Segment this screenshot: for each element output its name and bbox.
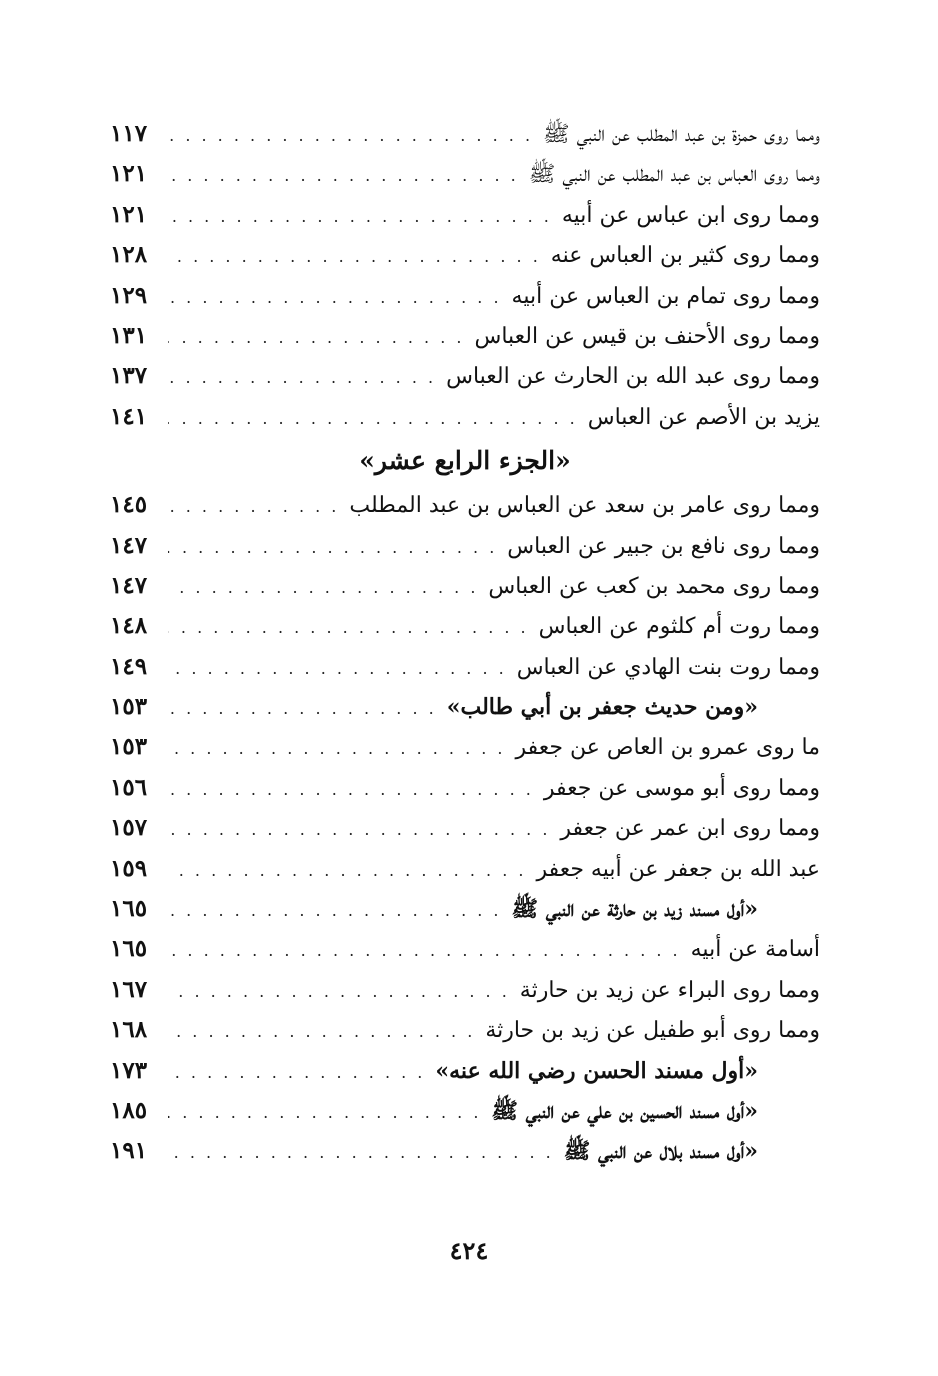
toc-entry-page: ١٦٨ — [110, 1016, 148, 1044]
toc-entry — [110, 1010, 820, 1050]
toc-entry-title: ومما روى العباس بن عبد المطلب عن النبي ﷺ — [528, 162, 820, 188]
toc-entry-page: ١٧٣ — [110, 1056, 148, 1084]
section-heading: «الجزء الرابع عشر» — [359, 446, 571, 476]
toc-entry-title: ومما روى كثير بن العباس عنه — [550, 243, 820, 269]
toc-entry-page: ١٤٩ — [110, 652, 148, 680]
toc-entry — [110, 356, 820, 396]
toc-entry — [110, 195, 820, 235]
dot-leader — [168, 487, 339, 527]
toc-entry — [110, 485, 820, 525]
toc-entry — [110, 929, 820, 969]
toc-entry-page: ١٢٩ — [110, 281, 148, 309]
toc-entry-title: «أول مسند زيد بن حارثة عن النبي ﷺ — [511, 896, 758, 923]
table-of-contents — [110, 114, 820, 1172]
toc-entry-title: ومما روى عبد الله بن الحارث عن العباس — [446, 364, 820, 390]
dot-leader — [168, 278, 502, 318]
toc-entry-title: «أول مسند الحسين بن علي عن النبي ﷺ — [491, 1097, 758, 1124]
dot-leader — [168, 399, 578, 439]
toc-entry — [110, 970, 820, 1010]
toc-entry-page: ١٦٥ — [110, 935, 148, 963]
dot-leader — [168, 318, 464, 358]
dot-leader — [168, 608, 529, 648]
toc-entry-title: ومما روى ابن عمر عن جعفر — [560, 816, 820, 842]
toc-entry-page: ١٦٧ — [110, 975, 148, 1003]
toc-entry — [110, 808, 820, 848]
toc-entry-page: ١٥٣ — [110, 733, 148, 761]
toc-entry-page: ١٥٣ — [110, 693, 148, 721]
toc-entry-title: ما روى عمرو بن العاص عن جعفر — [515, 735, 820, 761]
dot-leader — [168, 931, 681, 971]
dot-leader — [168, 972, 510, 1012]
toc-entry-page: ١٤١ — [110, 402, 148, 430]
dot-leader — [168, 237, 541, 277]
toc-entry-page: ١٣٧ — [110, 362, 148, 390]
dot-leader — [168, 851, 526, 891]
toc-entry-title: ومما روى محمد بن كعب عن العباس — [488, 573, 820, 599]
toc-entry-title: عبد الله بن جعفر عن أبيه جعفر — [536, 856, 820, 882]
dot-leader — [168, 1093, 481, 1133]
dot-leader — [168, 810, 550, 850]
toc-entry-title: ومما روى تمام بن العباس عن أبيه — [511, 283, 820, 309]
toc-entry — [110, 276, 820, 316]
toc-entry-page: ١٩١ — [110, 1137, 148, 1165]
toc-entry — [110, 114, 820, 154]
toc-entry-page: ١٥٧ — [110, 814, 148, 842]
toc-entry — [110, 647, 820, 687]
toc-entry — [110, 889, 820, 929]
toc-entry-page: ١٣١ — [110, 321, 148, 349]
toc-entry — [110, 768, 820, 808]
toc-entry-title: ومما روى عامر بن سعد عن العباس بن عبد المطلب — [349, 493, 820, 519]
toc-entry-title: ومما روى الأحنف بن قيس عن العباس — [474, 323, 820, 349]
toc-entry-title: ومما روى ابن عباس عن أبيه — [561, 202, 820, 228]
toc-entry — [110, 397, 820, 437]
toc-entry-title: ومما روت أم كلثوم عن العباس — [538, 614, 820, 640]
toc-entry-title: «أول مسند الحسن رضي الله عنه» — [435, 1057, 758, 1084]
toc-entry — [110, 606, 820, 646]
dot-leader — [168, 1053, 425, 1093]
dot-leader — [168, 197, 552, 237]
toc-entry — [110, 1091, 820, 1131]
toc-entry-page: ١٢١ — [110, 200, 148, 228]
toc-entry-page: ١٥٩ — [110, 854, 148, 882]
toc-entry-page: ١٤٨ — [110, 612, 148, 640]
dot-leader — [168, 770, 534, 810]
dot-leader — [168, 689, 437, 729]
toc-entry — [110, 849, 820, 889]
toc-entry-title: يزيد بن الأصم عن العباس — [587, 404, 820, 430]
toc-entry-title: ومما روى أبو موسى عن جعفر — [543, 775, 820, 801]
toc-entry-page: ١٢٨ — [110, 241, 148, 269]
toc-entry — [110, 316, 820, 356]
toc-entry-title: ومما روى نافع بن جبير عن العباس — [507, 533, 820, 559]
dot-leader — [168, 729, 506, 769]
toc-entry — [110, 526, 820, 566]
dot-leader — [168, 649, 507, 689]
toc-entry — [110, 154, 820, 194]
toc-entry-title: ومما روى حمزة بن عبد المطلب عن النبي ﷺ — [543, 122, 820, 147]
toc-entry-page: ١٤٧ — [110, 531, 148, 559]
toc-entry — [110, 566, 820, 606]
dot-leader — [168, 568, 478, 608]
toc-entry-page: ١٨٥ — [110, 1096, 148, 1124]
toc-entry-page: ١١٧ — [110, 120, 148, 147]
toc-entry-title: «ومن حديث جعفر بن أبي طالب» — [446, 694, 758, 721]
toc-entry-title: «أول مسند بلال عن النبي ﷺ — [563, 1138, 758, 1165]
dot-leader — [168, 1133, 554, 1173]
dot-leader — [168, 528, 497, 568]
dot-leader — [168, 891, 502, 931]
dot-leader — [168, 116, 533, 156]
toc-entry — [110, 687, 820, 727]
toc-entry-page: ١٦٥ — [110, 895, 148, 923]
toc-entry — [110, 1131, 820, 1171]
toc-entry — [110, 235, 820, 275]
toc-entry-page: ١٢١ — [110, 160, 148, 188]
toc-entry-page: ١٤٧ — [110, 571, 148, 599]
toc-entry — [110, 727, 820, 767]
toc-entry-title: ومما روت بنت الهادي عن العباس — [516, 654, 820, 680]
toc-entry — [110, 1051, 820, 1091]
page-number: ٤٢٤ — [449, 1236, 489, 1265]
toc-entry-page: ١٥٦ — [110, 773, 148, 801]
dot-leader — [168, 156, 519, 196]
dot-leader — [168, 1012, 475, 1052]
toc-entry-title: أسامة عن أبيه — [690, 937, 820, 963]
toc-entry-title: ومما روى البراء عن زيد بن حارثة — [519, 977, 820, 1003]
toc-entry-page: ١٤٥ — [110, 491, 148, 519]
dot-leader — [168, 358, 436, 398]
toc-entry-title: ومما روى أبو طفيل عن زيد بن حارثة — [485, 1018, 820, 1044]
